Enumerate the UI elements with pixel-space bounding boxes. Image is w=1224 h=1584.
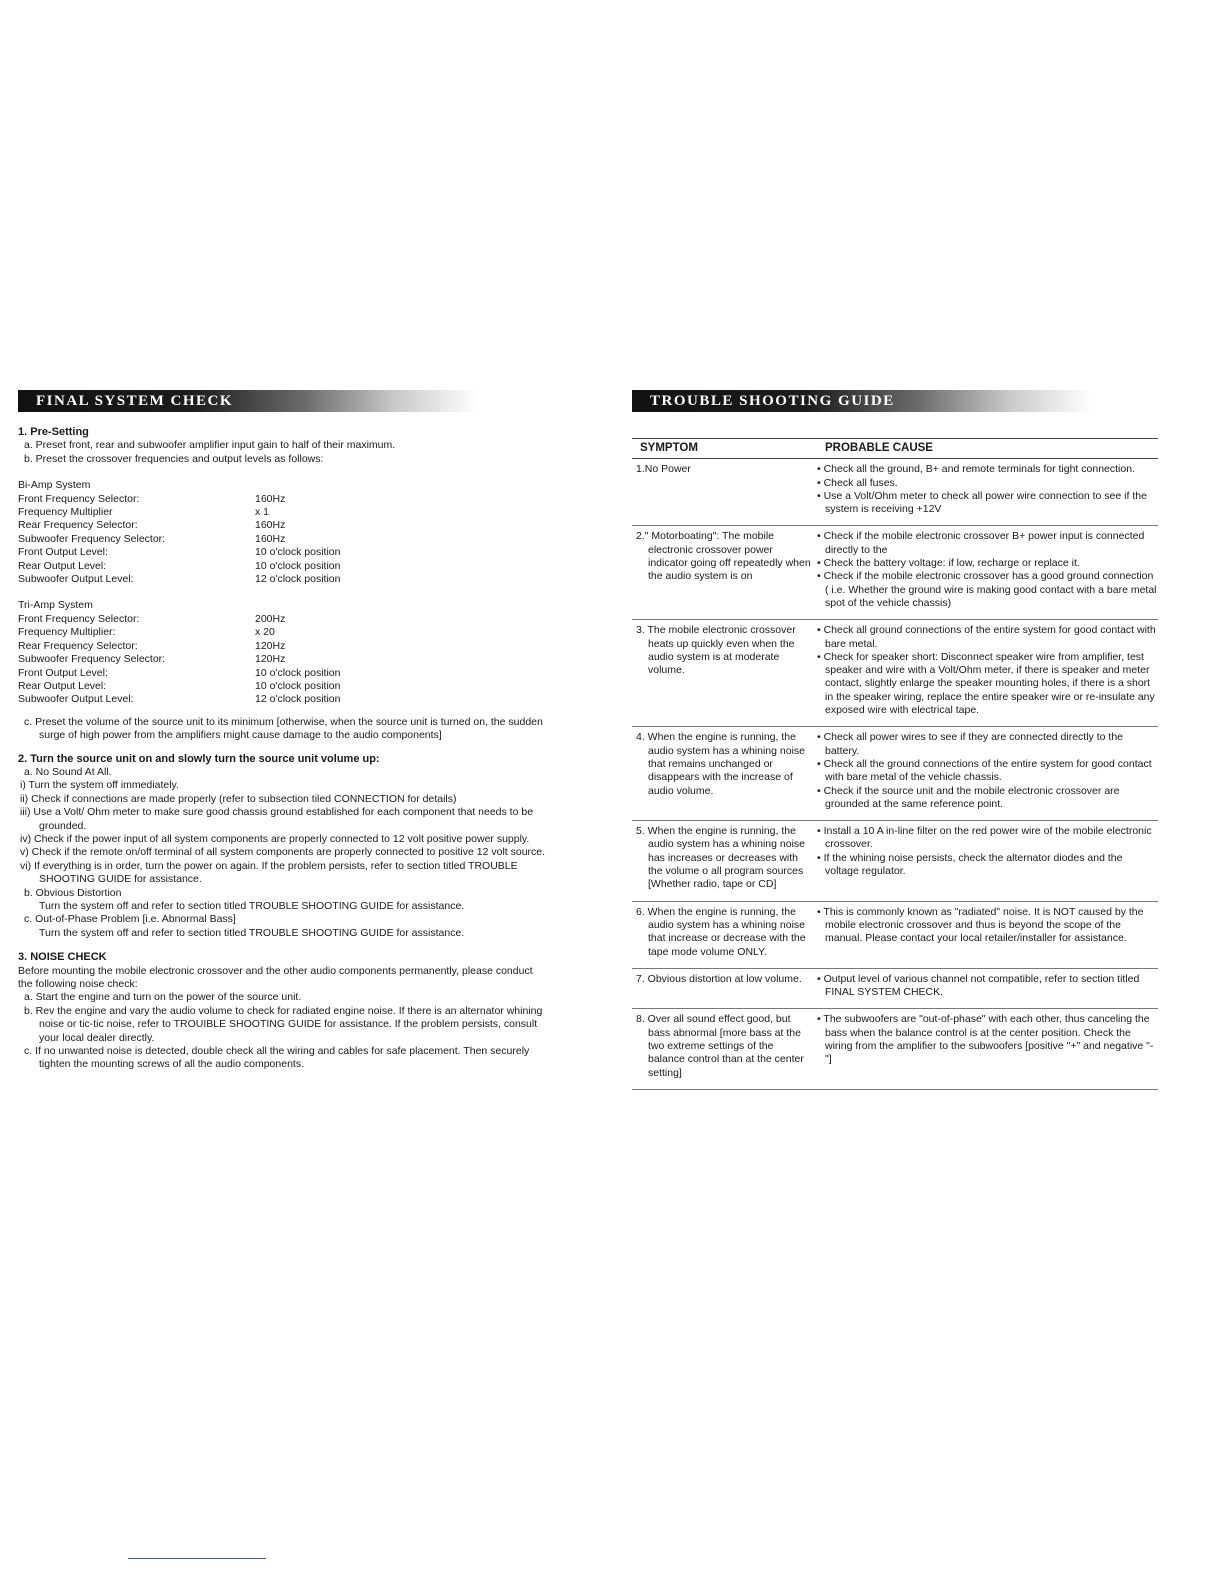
setting-label: Rear Frequency Selector: xyxy=(18,639,138,652)
setting-label: Rear Frequency Selector: xyxy=(18,519,138,532)
setting-value: 160Hz xyxy=(255,492,286,505)
banner-title: TROUBLE SHOOTING GUIDE xyxy=(650,393,895,409)
cause-item: • Check if the source unit and the mobile electronic crossover are grounded at the same reference point. xyxy=(817,784,1120,810)
cause-cell xyxy=(817,727,1158,821)
symptom-text: 5. When the engine is running, the audio system has a whining noise has increases or decreases with the volume o all program sources [Whether radio, tape or CD] xyxy=(636,825,806,891)
setting-row xyxy=(18,533,548,546)
symptom-cell xyxy=(632,821,817,901)
cause-cell xyxy=(817,459,1158,526)
setting-row xyxy=(18,506,548,519)
setting-row xyxy=(18,519,548,532)
distortion-text: Turn the system off and refer to section titled TROUBLE SHOOTING GUIDE for assistance. xyxy=(39,900,465,912)
table-body xyxy=(632,459,1158,1090)
setting-value: 10 o'clock position xyxy=(255,679,341,692)
triamp-settings-list xyxy=(18,613,548,707)
cause-cell xyxy=(817,901,1158,968)
banner-title: FINAL SYSTEM CHECK xyxy=(36,393,234,409)
setting-label: Rear Output Level: xyxy=(18,559,107,572)
table-row xyxy=(632,459,1158,526)
table-row xyxy=(632,821,1158,901)
setting-value: 120Hz xyxy=(255,653,286,666)
setting-label: Subwoofer Output Level: xyxy=(18,693,134,706)
cause-item: • Check all fuses. xyxy=(817,476,898,489)
setting-label: Frequency Multiplier: xyxy=(18,626,116,639)
cause-item: • Check all ground connections of the entire system for good contact with bare metal. xyxy=(817,624,1156,650)
symptom-text: 2." Motorboating": The mobile electronic crossover power indicator going off repeatedly when the audio system is on xyxy=(636,530,811,583)
symptom-text: 3. The mobile electronic crossover heats up quickly even when the audio system is at moderate volume. xyxy=(636,624,796,677)
setting-value: 160Hz xyxy=(255,519,286,532)
final-system-check-banner xyxy=(18,390,478,412)
noise-check-a: a. Start the engine and turn on the power of the source unit. xyxy=(24,991,302,1004)
table-row xyxy=(632,727,1158,821)
final-check-body xyxy=(18,426,548,1072)
cause-item: • Check all the ground connections of the entire system for good contact with bare metal of the vehicle chassis. xyxy=(817,757,1152,784)
setting-label: Front Output Level: xyxy=(18,546,108,559)
presetting-b: b. Preset the crossover frequencies and output levels as follows: xyxy=(24,452,324,465)
step-item: iii) Use a Volt/ Ohm meter to make sure good chassis ground established for each component that needs to be grounded. xyxy=(20,806,534,832)
noise-check-b: b. Rev the engine and vary the audio volume to check for radiated engine noise. If there is an alternator whining noise or tic-tic noise, refer to TROUIBLE SHOOTING GUIDE for assistance. If the problem persists, consult your local dealer directly. xyxy=(24,1004,543,1044)
setting-row xyxy=(18,653,548,666)
setting-label: Front Output Level: xyxy=(18,666,108,679)
phase-label: c. Out-of-Phase Problem [i.e. Abnormal Bass] xyxy=(24,913,236,926)
cause-cell xyxy=(817,821,1158,901)
cause-item: • Check the battery voltage: if low, recharge or replace it. xyxy=(817,557,1080,570)
setting-row xyxy=(18,560,548,573)
noise-check-c: c. If no unwanted noise is detected, double check all the wiring and cables for safe placement. Then securely tighten the mounting screws of all the audio components. xyxy=(24,1045,530,1071)
cause-item: • This is commonly known as "radiated" noise. It is NOT caused by the mobile electronic crossover and thus is beyond the scope of the manual. Please contact your local retailer/installer for assistance. xyxy=(817,905,1144,945)
triamp-title: Tri-Amp System xyxy=(18,599,93,612)
trouble-shooting-table xyxy=(632,438,1158,1090)
symptom-cell xyxy=(632,727,817,821)
table-row xyxy=(632,901,1158,968)
setting-row xyxy=(18,667,548,680)
cause-item: • The subwoofers are "out-of-phase" with each other, thus canceling the bass when the balance control is at the center position. Check the wiring from the amplifier to the subwoofers [positive "+" and negative "-"] xyxy=(817,1013,1154,1066)
noise-check-heading: 3. NOISE CHECK xyxy=(18,951,107,964)
symptom-cell xyxy=(632,620,817,727)
cause-item: • Check for speaker short: Disconnect speaker wire from amplifier, test speaker and wire with a Volt/Ohm meter, if there is speaker and meter contact, slightly enlarge the speaker mounting holes, if there is a short in the speaker wiring, replace the entire speaker wire or re-insulate any exposed wire with electrical tape. xyxy=(817,650,1155,717)
setting-row xyxy=(18,640,548,653)
symptom-cell xyxy=(632,968,817,1009)
step-item: iv) Check if the power input of all system components are properly connected to 12 volt positive power supply. xyxy=(20,832,530,845)
step-item: v) Check if the remote on/off terminal of all system components are properly connected to positive 12 volt source. xyxy=(20,846,546,859)
symptom-text: 8. Over all sound effect good, but bass abnormal [more bass at the two extreme settings of the balance control than at the center setting] xyxy=(636,1013,804,1079)
cause-cell xyxy=(817,1009,1158,1089)
setting-value: 10 o'clock position xyxy=(255,666,341,679)
setting-value: 160Hz xyxy=(255,532,286,545)
setting-label: Rear Output Level: xyxy=(18,679,107,692)
presetting-a: a. Preset front, rear and subwoofer amplifier input gain to half of their maximum. xyxy=(24,439,396,452)
cause-cell xyxy=(817,620,1158,727)
cause-item: • Use a Volt/Ohm meter to check all power wire connection to see if the system is receiving +12V xyxy=(817,489,1147,516)
table-row xyxy=(632,1009,1158,1089)
cause-item: • Install a 10 A in-line filter on the red power wire of the mobile electronic crossover. xyxy=(817,825,1152,851)
setting-row xyxy=(18,573,548,586)
biamp-title: Bi-Amp System xyxy=(18,479,91,492)
setting-value: 12 o'clock position xyxy=(255,573,341,586)
symptom-header: SYMPTOM xyxy=(632,439,817,459)
cause-item: • Output level of various channel not compatible, refer to section titled FINAL SYSTEM CHECK. xyxy=(817,972,1140,999)
cause-cell xyxy=(817,526,1158,620)
symptom-text: 6. When the engine is running, the audio system has a whining noise that increase or decrease with the tape mode volume ONLY. xyxy=(636,905,806,958)
no-sound-label: a. No Sound At All. xyxy=(24,765,112,778)
symptom-text: 7. Obvious distortion at low volume. xyxy=(636,972,802,985)
step-item: ii) Check if connections are made properly (refer to subsection tiled CONNECTION for details) xyxy=(20,792,457,805)
table-row xyxy=(632,526,1158,620)
setting-label: Subwoofer Frequency Selector: xyxy=(18,653,166,666)
setting-value: 10 o'clock position xyxy=(255,546,341,559)
setting-label: Subwoofer Output Level: xyxy=(18,573,134,586)
distortion-label: b. Obvious Distortion xyxy=(24,886,122,899)
biamp-settings-list xyxy=(18,493,548,587)
symptom-cell xyxy=(632,1009,817,1089)
cause-cell xyxy=(817,968,1158,1009)
noise-check-intro: Before mounting the mobile electronic crossover and the other audio components permanently, please conduct the following noise check: xyxy=(18,964,533,991)
setting-value: x 1 xyxy=(255,506,270,519)
setting-label: Front Frequency Selector: xyxy=(18,612,140,625)
presetting-heading: 1. Pre-Setting xyxy=(18,426,89,438)
presetting-c: c. Preset the volume of the source unit to its minimum [otherwise, when the source unit is turned on, the sudden surge of high power from the amplifiers might cause damage to the audio components] xyxy=(24,715,543,742)
step-item: i) Turn the system off immediately. xyxy=(20,779,179,792)
symptom-cell xyxy=(632,901,817,968)
symptom-text: 4. When the engine is running, the audio system has a whining noise that remains unchanged or disappears with the increase of audio volume. xyxy=(636,731,806,797)
setting-label: Front Frequency Selector: xyxy=(18,492,140,505)
setting-row xyxy=(18,546,548,559)
table-row xyxy=(632,620,1158,727)
setting-row xyxy=(18,680,548,693)
setting-value: 12 o'clock position xyxy=(255,693,341,706)
step-item: vi) If everything is in order, turn the power on again. If the problem persists, refer to section titled TROUBLE SHOOTING GUIDE for assistance. xyxy=(20,859,518,886)
setting-row xyxy=(18,693,548,706)
cause-item: • Check if the mobile electronic crossover has a good ground connection ( i.e. Whether the ground wire is making good contact with a bare metal spot of the vehicle chassis) xyxy=(817,570,1157,609)
symptom-text: 1.No Power xyxy=(636,463,691,476)
cause-item: • If the whining noise persists, check the alternator diodes and the voltage regulator. xyxy=(817,851,1123,878)
phase-text: Turn the system off and refer to section titled TROUBLE SHOOTING GUIDE for assistance. xyxy=(39,926,465,939)
footer-rule xyxy=(128,1558,266,1559)
setting-row xyxy=(18,613,548,626)
cause-item: • Check all power wires to see if they are connected directly to the battery. xyxy=(817,731,1123,757)
setting-label: Subwoofer Frequency Selector: xyxy=(18,532,166,545)
symptom-cell xyxy=(632,526,817,620)
setting-label: Frequency Multiplier xyxy=(18,506,113,519)
symptom-cell xyxy=(632,459,817,526)
setting-value: 10 o'clock position xyxy=(255,559,341,572)
setting-value: 200Hz xyxy=(255,612,286,625)
cause-item: • Check if the mobile electronic crossover B+ power input is connected directly to the xyxy=(817,530,1145,556)
cause-item: • Check all the ground, B+ and remote terminals for tight connection. xyxy=(817,463,1135,476)
final-system-check-section xyxy=(18,390,548,1072)
setting-value: 120Hz xyxy=(255,639,286,652)
table-header-row xyxy=(632,439,1158,459)
no-sound-steps xyxy=(18,779,548,886)
turn-on-heading: 2. Turn the source unit on and slowly turn the source unit volume up: xyxy=(18,752,380,765)
table-row xyxy=(632,968,1158,1009)
setting-value: x 20 xyxy=(255,626,275,639)
cause-header: PROBABLE CAUSE xyxy=(817,439,1158,459)
trouble-shooting-banner xyxy=(632,390,1092,412)
setting-row xyxy=(18,493,548,506)
setting-row xyxy=(18,626,548,639)
trouble-shooting-section xyxy=(632,390,1158,1090)
